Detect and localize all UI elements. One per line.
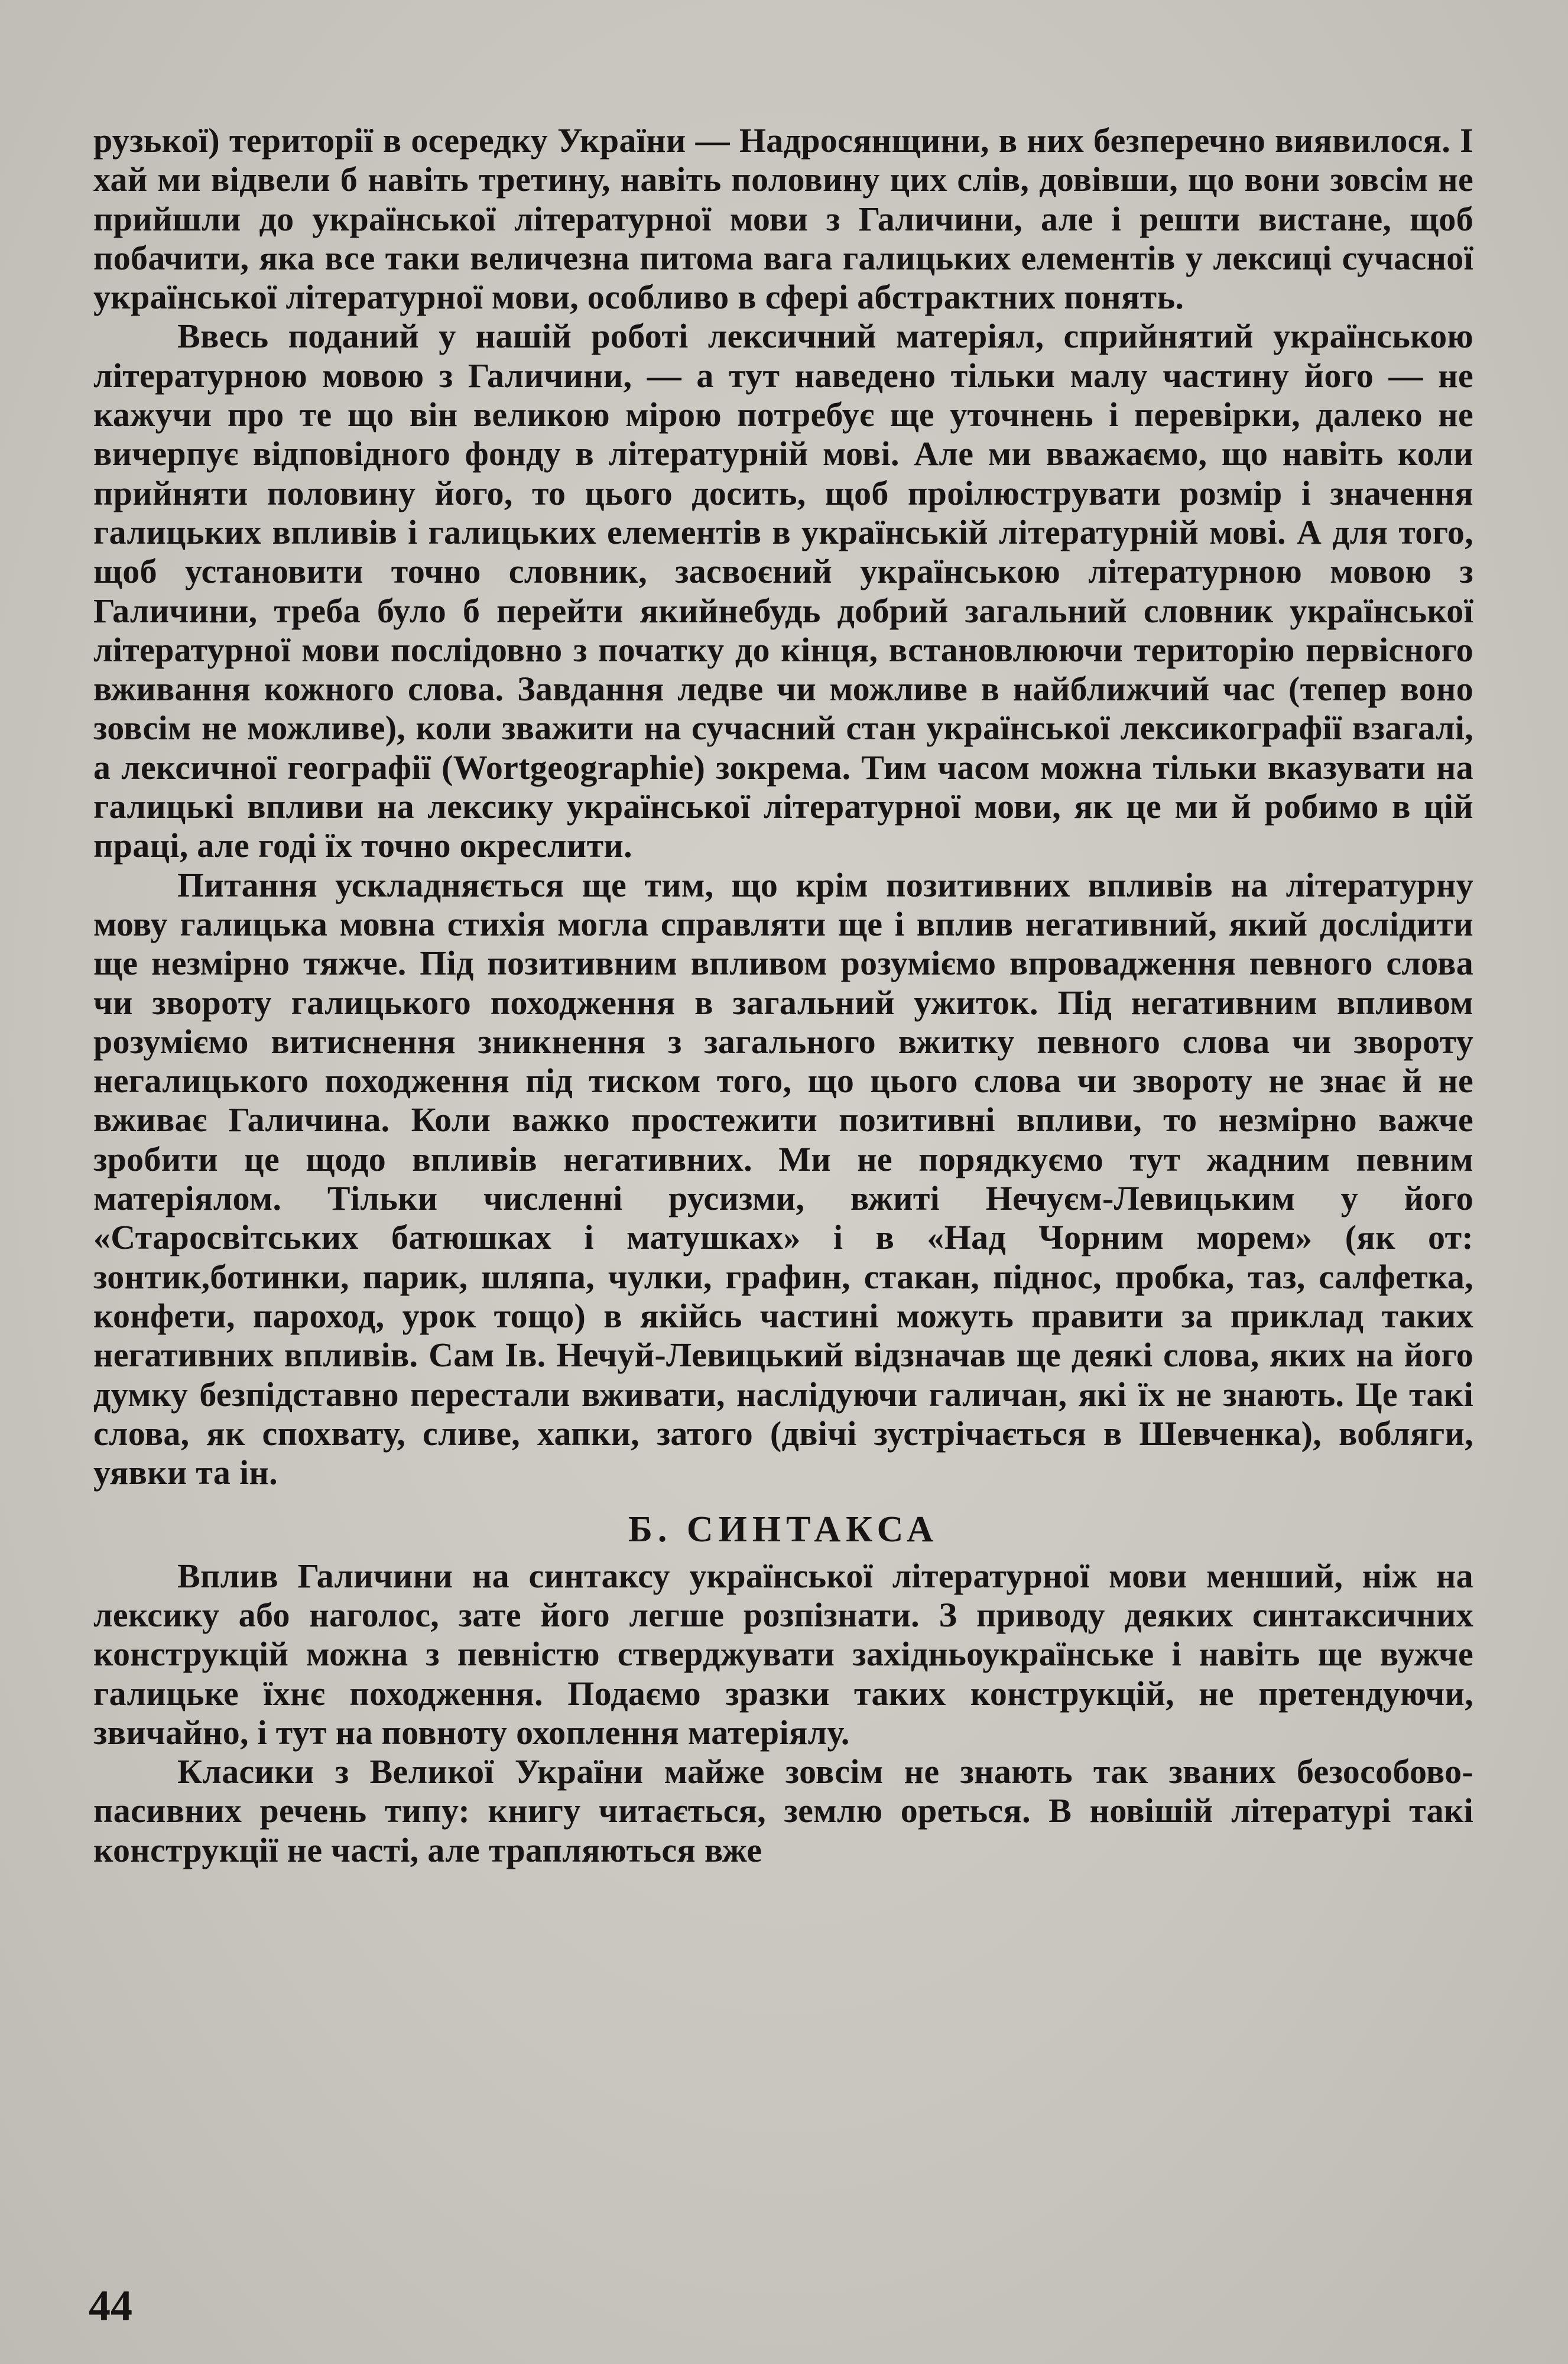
text-run: В новішій літературі такі конструкції не часті, але трапляються вже <box>93 1791 1473 1869</box>
text-run: рузької) території в осередку України — Надросянщини, в них безперечно виявилося. І хай ми відвели б навіть третину, навіть половину цих слів, довівши, що вони зовсім не прийшли до української літературної мови з Галичини, але і решти вистане, щоб побачити, яка все таки величезна питома вага галицьких елементів у лексиці сучасної української літературної мови, особливо в сфері абстрактних понять. <box>93 121 1473 317</box>
text-run: Вплив Галичини на синтаксу української літературної мови менший, ніж на лексику або наголос, зате його легше розпізнати. З приводу деяких синтаксичних конструкцій можна з певністю стверджувати західньоукраїнське і навіть ще вужче галицьке їхнє походження. Подаємо зразки таких конструкцій, не претендуючи, звичайно, і тут на повноту охоплення матеріялу. <box>93 1556 1473 1752</box>
emphasized-terms: вобляги, уявки <box>93 1414 1473 1492</box>
paragraphs-after-heading <box>93 1557 1473 1870</box>
text-run: Класики з Великої України майже зовсім не знають так званих безособово-пасивних речень типу: <box>93 1752 1473 1830</box>
emphasized-terms: книгу читається, землю ореться. <box>488 1791 1031 1830</box>
paragraph <box>93 317 1473 865</box>
emphasized-terms: спохвату, сливе, хапки, затого <box>262 1414 754 1453</box>
text-column <box>93 121 1473 1870</box>
emphasized-terms: зонтик,ботинки, парик, шляпа, чулки, графин, стакан, піднос, пробка, таз, салфетка, конфети, пароход, урок <box>93 1257 1473 1335</box>
text-run: та ін. <box>187 1453 278 1492</box>
text-run: Питання ускладняється ще тим, що крім позитивних впливів на літературну мову галицька мовна стихія могла справляти ще і вплив негативний, який дослідити ще незмірно тяжче. Під позитивним впливом розуміємо впровадження певного слова чи звороту галицького походження в загальний ужиток. Під негативним впливом розуміємо витиснення зникнення з загального вжитку певного слова чи звороту негалицького походження під тиском того, що цього слова чи звороту не знає й не вживає Галичина. Коли важко простежити позитивні впливи, то незмірно важче зробити це щодо впливів негативних. Ми не порядкуємо тут жадним певним матеріялом. Тільки численні русизми, вжиті Нечуєм-Левицьким у його «Старосвітських батюшках і матушках» і в «Над Чорним морем» (як от: <box>93 865 1473 1257</box>
paragraphs-before-heading <box>93 121 1473 1492</box>
text-run: тощо) в якійсь частині можуть правити за приклад таких негативних впливів. Сам Ів. Нечуй-Левицький відзначав ще деякі слова, яких на його думку безпідставно перестали вживати, наслідуючи галичан, які їх не знають. Це такі слова, як <box>93 1296 1473 1453</box>
paragraph <box>93 1752 1473 1870</box>
text-run: Ввесь поданий у нашій роботі лексичний матеріял, сприйнятий українською літературною мовою з Галичини, — а тут наведено тільки малу частину його — не кажучи про те що він великою мірою потребує ще уточнень і перевірки, далеко не вичерпує відповідного фонду в літературній мові. Але ми вважаємо, що навіть коли прийняти половину його, то цього досить, щоб проілюструвати розмір і значення галицьких впливів і галицьких елементів в українській літературній мові. А для того, щоб установити точно словник, засвоєний українською літературною мовою з Галичини, треба було б перейти якийнебудь добрий загальний словник української літературної мови послідовно з початку до кінця, встановлюючи територію первісного вживання кожного слова. Завдання ледве чи можливе в найближчий час (тепер воно зовсім не можливе), коли зважити на сучасний стан української лексикографії взагалі, а лексичної географії (Wortgeographie) зокрема. Тим часом можна тільки вказувати на галицькі впливи на лексику української літературної мови, як це ми й робимо в цій праці, але годі їх точно окреслити. <box>93 317 1473 865</box>
paragraph <box>93 121 1473 317</box>
page-number: 44 <box>89 2282 132 2330</box>
paragraph <box>93 866 1473 1493</box>
section-heading: Б. СИНТАКСА <box>628 1509 939 1550</box>
text-run: (двічі зустрічається в Шевченка), <box>753 1414 1339 1453</box>
paragraph <box>93 1557 1473 1752</box>
